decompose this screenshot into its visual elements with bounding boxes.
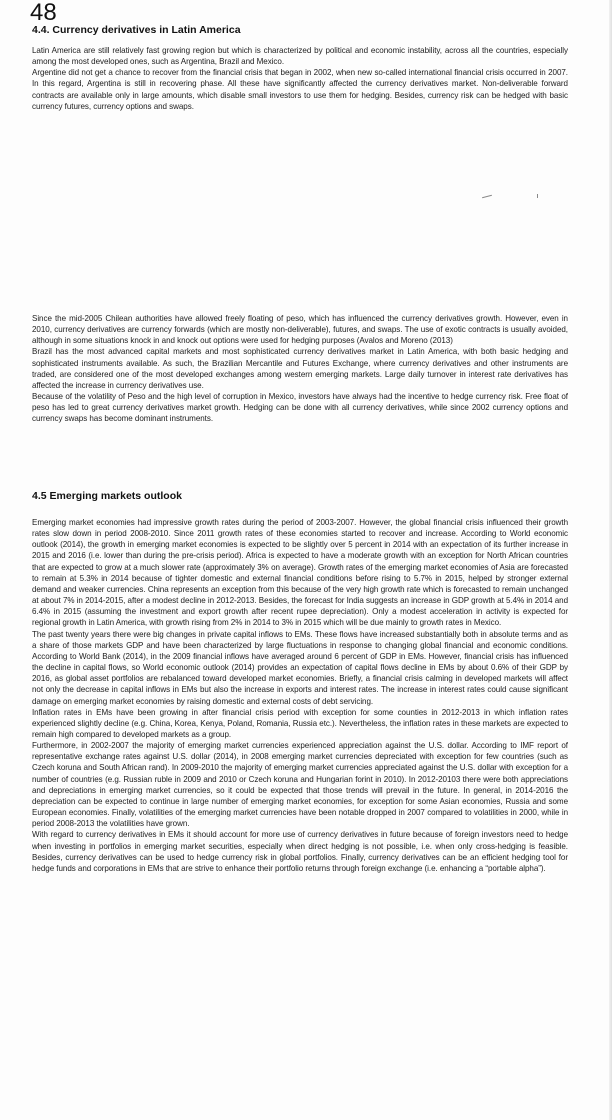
section-heading-4-5: 4.5 Emerging markets outlook [32, 490, 182, 502]
scan-artifact-mark [482, 195, 492, 199]
section-4-4-continued [32, 313, 568, 425]
paragraph: Because of the volatility of Peso and the high level of corruption in Mexico, investors have always had the incentive to hedge currency risk. Free float of peso has led to great currency derivatives market growth. Hedging can be done with all currency derivatives, while since 2002 currency options and currency swaps has become dominant instruments. [32, 392, 568, 424]
paragraph: Latin America are still relatively fast growing region but which is characterized by political and economic instability, across all the countries, especially among the most developed ones, such as Argentina, Brazil and Mexico. [32, 46, 568, 67]
paragraph: The past twenty years there were big changes in private capital inflows to EMs. These flows have increased substantially both in absolute terms and as a share of those markets GDP and have been characterized by large fluctuations in response to changing global financial and economic conditions. According to World Bank (2014), in the 2009 financial inflows have averaged around 6 percent of GDP in EMs. However, financial crisis has influenced the decline in capital flows, so World economic outlook (2014) provides an expectation of capital flows decline in EMs by about 0.6% of their GDP by 2016, as global asset portfolios are rebalanced toward developed market economies. Briefly, a financial crisis calming in developed markets will affect not only the decrease in capital inflows in EMs but also the increase in exports and interest rates. The increase in interest rates could cause significant damage on emerging market economies by raising domestic and external costs of debt servicing. [32, 629, 568, 706]
paragraph: Inflation rates in EMs have been growing in after financial crisis period with exception for some counties in 2012-2013 in which inflation rates experienced slightly decline (e.g. China, Korea, Kenya, Poland, Romania, Russia etc.). Nevertheless, the inflation rates in these markets are expected to remain high compared to developed markets as a group. [32, 707, 568, 739]
page-number: 48 [30, 0, 57, 26]
scan-artifact-mark [537, 194, 538, 198]
section-heading-4-4: 4.4. Currency derivatives in Latin America [32, 24, 241, 36]
paragraph: Furthermore, in 2002-2007 the majority of emerging market currencies experienced appreciation against the U.S. dollar. According to IMF report of representative exchange rates against U.S. dollar (2014), in 2008 emerging market currencies depreciated with exception for few countries (such as Czech koruna and South African rand). In 2009-2010 the majority of emerging market currencies appreciated against the U.S. dollar with exception for a number of countries (e.g. Russian ruble in 2009 and 2010 or Czech koruna and Hungarian forint in 2010). In 2012-20103 there were both appreciations and depreciations in emerging market currencies, so it could be expected that those trends will prevail in the future. In general, in 2014-2016 the depreciation can be expected to continue in large number of emerging market economies, for exception for some Asian economies, Russia and some European economies. Finally, volatilities of the emerging market currencies have been notable dropped in 2007 compared to volatilities in 2000, while in period 2008-2013 the volatilities have grown. [32, 741, 568, 829]
paragraph: Argentine did not get a chance to recover from the financial crisis that began in 2002, when new so-called international financial crisis occurred in 2007. In this regard, Argentina is still in recovering phase. All these have significantly affected the currency derivatives market. Non-deliverable forward contracts are available only in large amounts, which disable small investors to use them for hedging. Besides, currency risk can be hedged with basic currency futures, currency options and swaps. [32, 68, 568, 111]
section-4-4 [32, 24, 568, 112]
section-4-5 [32, 490, 568, 874]
paragraph: With regard to currency derivatives in EMs it should account for more use of currency derivatives in future because of foreign investors need to hedge when investing in portfolios in emerging market securities, especially when direct hedging is not possible, i.e. when only cross-hedging is feasible. Besides, currency derivatives can be used to hedge currency risk in global portfolios. Finally, currency derivatives can be an efficient hedging tool for hedge funds and corporations in EMs that are strive to enhance their portfolio returns through foreign exchange (i.e. enhancing a “portable alpha”). [32, 830, 568, 873]
paragraph: Since the mid-2005 Chilean authorities have allowed freely floating of peso, which has influenced the currency derivatives growth. However, even in 2010, currency derivatives are currency forwards (which are mostly non-deliverable), futures, and swaps. The use of exotic contracts is usually avoided, although in some situations knock in and knock out options were used for hedging purposes (Avalos and Moreno (2013) [32, 314, 568, 346]
paragraph: Brazil has the most advanced capital markets and most sophisticated currency derivatives market in Latin America, with both basic hedging and sophisticated instruments available. As such, the Brazilian Mercantile and Futures Exchange, where currency derivatives and other instruments are traded, are considered one of the most developed exchanges among western emerging markets. Large daily turnover in interest rate derivatives has affected the increase in currency derivatives use. [32, 347, 568, 390]
paragraph: Emerging market economies had impressive growth rates during the period of 2003-2007. However, the global financial crisis influenced their growth rates slow down in period 2008-2010. Since 2011 growth rates of these economies started to recover and increase. According to World economic outlook (2014), the growth in emerging market economies is expected to be slightly over 5 percent in 2014 with an expectation of its further increase in 2015 and 2016 (i.e. lower than during the pre-crisis period). Africa is expected to have a moderate growth with an exception for North African countries that are expected to grow at a much slower rate (approximately 3% on average). Growth rates of the emerging market economies of Asia are forecasted to remain at 5.3% in 2014 because of tighter domestic and external financial conditions before rising to 5.7% in 2015, helped by stronger external demand and weaker currencies. China represents an exception from this because of the very high growth rate which is forecasted to remain unchanged at about 7% in 2014-2015, after a modest decline in 2012-2013. Besides, the forecast for India suggests an increase in GDP growth at 5.4% in 2014 and 6.4% in 2015 (assuming the investment and export growth after recent rupee depreciation). Only a modest acceleration in activity is expected for regional growth in Latin America, with growth rising from 2% in 2014 to 3% in 2015 which will be due mainly to growth rates in Mexico. [32, 518, 568, 628]
